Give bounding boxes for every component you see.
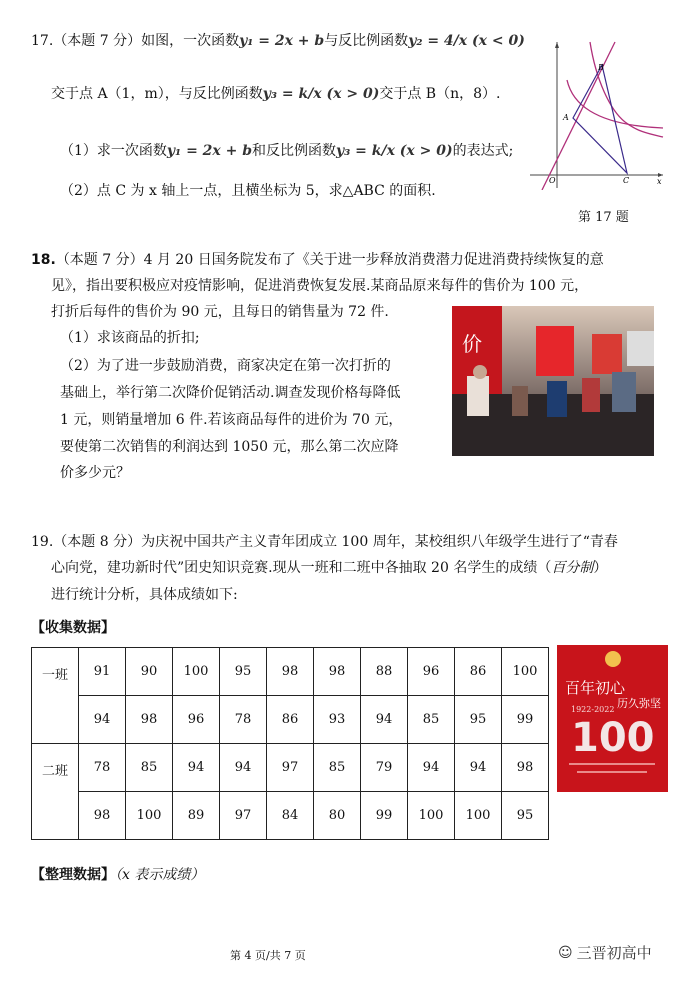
table-row (32, 792, 549, 840)
class1-label: 一班 (32, 648, 79, 744)
score-cell: 93 (314, 696, 361, 744)
score-cell: 78 (220, 696, 267, 744)
score-cell: 100 (173, 648, 220, 696)
label-o: O (549, 176, 556, 185)
score-cell: 84 (267, 792, 314, 840)
label-c: C (623, 176, 630, 185)
score-cell: 100 (502, 648, 549, 696)
score-cell: 95 (502, 792, 549, 840)
poster-title: 百年初心 (565, 679, 626, 697)
scores-table (31, 647, 549, 840)
score-cell: 98 (267, 648, 314, 696)
score-cell: 90 (126, 648, 173, 696)
label-b: B (598, 63, 604, 72)
poster-subtitle: 历久弥坚 (617, 697, 661, 710)
y1-expression: y₁ = 2x + b (239, 33, 325, 49)
table-row (32, 696, 549, 744)
hyperbola-y3 (590, 42, 663, 137)
collect-data-heading: 【收集数据】 (31, 620, 115, 636)
q18-line3: 打折后每件的售价为 90 元，且每日的销售量为 72 件. (51, 304, 389, 320)
table-row (32, 744, 549, 792)
q18-part2-line3: 1 元，则销量增加 6 件.若该商品每件的进价为 70 元， (60, 412, 403, 428)
q18-part2-line5: 价多少元？ (60, 465, 130, 481)
score-cell: 98 (502, 744, 549, 792)
score-cell: 94 (361, 696, 408, 744)
poster-number: 100 (571, 715, 655, 761)
q18-part2-line1: （2）为了进一步鼓励消费，商家决定在第一次打折的 (60, 358, 391, 374)
q19-line1: 19.（本题 8 分）为庆祝中国共产主义青年团成立 100 周年，某校组织八年级学生进行了“青春 (31, 534, 618, 550)
score-cell: 78 (79, 744, 126, 792)
organize-data-heading: 【整理数据】 (31, 867, 115, 883)
score-cell: 99 (361, 792, 408, 840)
label-x: x (657, 177, 662, 186)
store-photo (452, 306, 654, 456)
q17-figure (530, 40, 665, 190)
organize-data-line: 【整理数据】（x 表示成绩） (31, 867, 205, 883)
emblem-icon (605, 651, 621, 667)
score-cell: 94 (455, 744, 502, 792)
line-y1 (542, 42, 615, 190)
score-cell: 86 (455, 648, 502, 696)
score-cell: 97 (267, 744, 314, 792)
q17-line2: 交于点 A（1，m），与反比例函数y₃ = k/x (x > 0)交于点 B（n，8）. (51, 86, 501, 102)
score-cell: 95 (455, 696, 502, 744)
q17-part1: （1）求一次函数y₁ = 2x + b和反比例函数y₃ = k/x (x > 0)的表达式; (60, 143, 514, 159)
score-cell: 100 (455, 792, 502, 840)
y3-expression: y₃ = k/x (x > 0) (262, 86, 380, 102)
q18-part1: （1）求该商品的折扣; (60, 330, 200, 346)
score-cell: 79 (361, 744, 408, 792)
score-cell: 85 (314, 744, 361, 792)
label-a: A (563, 113, 569, 122)
q19-line3: 进行统计分析，具体成绩如下: (51, 587, 238, 603)
score-cell: 98 (126, 696, 173, 744)
q17-line1: 17.（本题 7 分）如图，一次函数y₁ = 2x + b与反比例函数y₂ = 4/x (x < 0) (31, 33, 525, 49)
q18-line2: 见》，指出要积极应对疫情影响，促进消费恢复发展.某商品原来每件的售价为 100 元， (51, 278, 589, 294)
score-cell: 89 (173, 792, 220, 840)
q18-part2-line4: 要使第二次销售的利润达到 1050 元，那么第二次应降 (60, 439, 399, 455)
poster-years: 1922-2022 (571, 705, 615, 714)
score-cell: 85 (126, 744, 173, 792)
score-cell: 97 (220, 792, 267, 840)
watermark: ☺ 三晋初高中 (558, 944, 652, 962)
score-cell: 94 (408, 744, 455, 792)
table-row (32, 648, 549, 696)
q19-line2: 心向党，建功新时代”团史知识竞赛.现从一班和二班中各抽取 20 名学生的成绩（百分制） (51, 560, 608, 576)
wechat-icon: ☺ (558, 944, 573, 961)
y-axis-arrow (555, 42, 559, 48)
score-cell: 99 (502, 696, 549, 744)
page-footer: 第 4 页/共 7 页 (230, 949, 306, 962)
score-cell: 100 (408, 792, 455, 840)
q18-part2-line2: 基础上，举行第二次降价促销活动.调查发现价格每降低 (60, 385, 401, 401)
score-cell: 100 (126, 792, 173, 840)
score-cell: 95 (220, 648, 267, 696)
score-cell: 94 (220, 744, 267, 792)
score-cell: 98 (314, 648, 361, 696)
score-cell: 94 (173, 744, 220, 792)
centennial-poster (557, 645, 668, 792)
score-cell: 91 (79, 648, 126, 696)
score-cell: 86 (267, 696, 314, 744)
score-cell: 94 (79, 696, 126, 744)
score-cell: 88 (361, 648, 408, 696)
q17-part2: （2）点 C 为 x 轴上一点，且横坐标为 5，求△ABC 的面积. (60, 183, 436, 199)
sale-sign-text: 价 (462, 332, 482, 356)
class2-label: 二班 (32, 744, 79, 840)
score-cell: 98 (79, 792, 126, 840)
score-cell: 96 (408, 648, 455, 696)
score-cell: 85 (408, 696, 455, 744)
q18-line1: 18.（本题 7 分）4 月 20 日国务院发布了《关于进一步释放消费潜力促进消费持续恢复的意 (31, 252, 604, 268)
score-cell: 96 (173, 696, 220, 744)
score-cell: 80 (314, 792, 361, 840)
q17-figure-caption: 第 17 题 (578, 210, 629, 225)
y2-expression: y₂ = 4/x (x < 0) (408, 33, 525, 49)
